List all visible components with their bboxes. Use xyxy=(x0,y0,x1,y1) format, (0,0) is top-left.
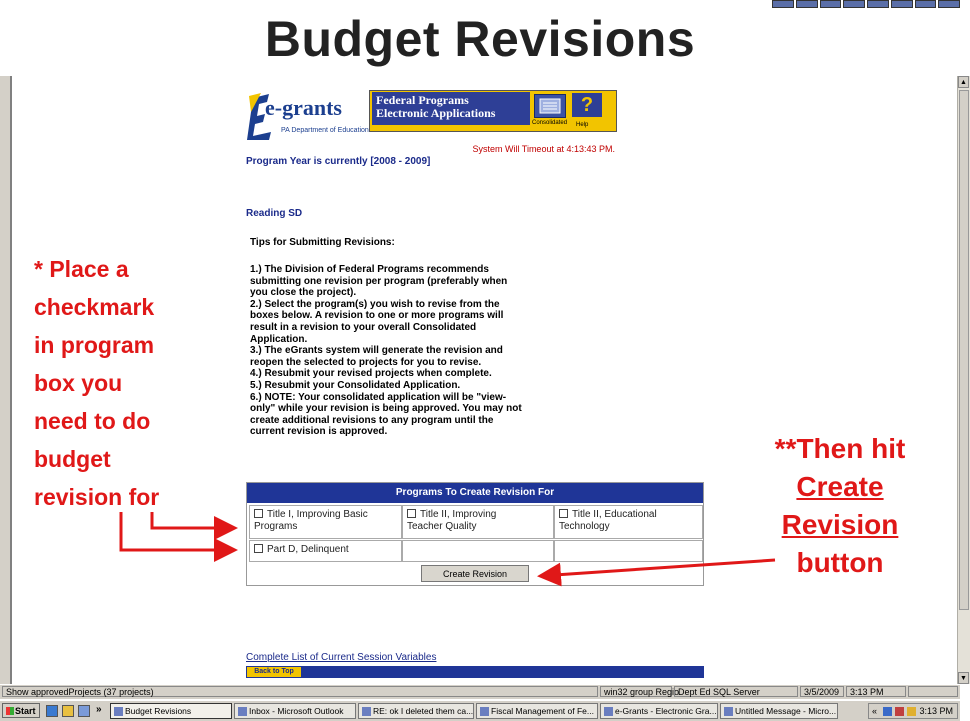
program-cell-title1[interactable] xyxy=(249,505,402,539)
annotation-line: budget xyxy=(34,446,111,472)
annotation-line: checkmark xyxy=(34,294,155,320)
vertical-scrollbar[interactable] xyxy=(957,76,970,684)
toolbar-icon xyxy=(820,0,842,8)
scroll-up-icon[interactable]: ▲ xyxy=(958,76,969,88)
mail-icon xyxy=(362,707,371,716)
tip-line: 1.) The Division of Federal Programs recommends xyxy=(250,264,489,275)
system-tray xyxy=(868,703,958,719)
program-label: Part D, Delinquent xyxy=(267,544,349,555)
help-icon[interactable]: ? xyxy=(572,93,602,117)
annotation-line: **Then hit xyxy=(774,433,906,464)
left-annotation xyxy=(34,250,234,516)
program-label: Title II, Educational xyxy=(572,509,657,520)
tip-line: only" while your revision is being approved. You may not xyxy=(250,403,522,415)
tips-list xyxy=(250,264,590,438)
tip-line: result in a revision to your overall Consolidated xyxy=(250,321,477,333)
status-group: win32 group Regio xyxy=(600,686,672,697)
toolbar-icon xyxy=(891,0,913,8)
top-toolbar-icons xyxy=(772,0,960,8)
folder-icon xyxy=(114,707,123,716)
annotation-line: in program xyxy=(34,332,155,358)
egrants-logo-text: e-grants xyxy=(265,95,342,120)
program-checkbox-title1[interactable] xyxy=(254,509,263,518)
status-date: 3/5/2009 xyxy=(800,686,844,697)
toolbar-icon xyxy=(772,0,794,8)
message-icon xyxy=(724,707,733,716)
empty-cell xyxy=(554,540,703,562)
annotation-line: Revision xyxy=(781,509,899,540)
session-variables-link[interactable]: Complete List of Current Session Variables xyxy=(246,652,437,663)
tip-line: 6.) NOTE: Your consolidated application will be "view- xyxy=(250,391,507,403)
district-name: Reading SD xyxy=(246,208,303,219)
toolbar-icon xyxy=(843,0,865,8)
tip-line: create additional revisions to any program until the xyxy=(250,414,494,426)
tip-line: Application. xyxy=(250,333,308,345)
tips-title: Tips for Submitting Revisions: xyxy=(250,237,395,248)
right-annotation xyxy=(740,430,940,582)
annotation-line: button xyxy=(796,547,884,578)
task-outlook-inbox[interactable]: Inbox - Microsoft Outlook xyxy=(234,703,356,719)
tip-line: 5.) Resubmit your Consolidated Application. xyxy=(250,379,461,391)
consolidated-icon[interactable] xyxy=(534,94,566,118)
toolbar-icon xyxy=(938,0,960,8)
quicklaunch-overflow-icon[interactable]: » xyxy=(96,704,102,715)
task-fiscal-management[interactable]: Fiscal Management of Fe... xyxy=(476,703,598,719)
task-egrants[interactable]: e-Grants - Electronic Gra... xyxy=(600,703,718,719)
tip-line: 4.) Resubmit your revised projects when complete. xyxy=(250,368,492,380)
tray-security-icon[interactable] xyxy=(895,707,904,716)
program-year: Program Year is currently [2008 - 2009] xyxy=(246,156,431,167)
program-cell-title2-tech[interactable] xyxy=(554,505,703,539)
tray-speaker-icon[interactable] xyxy=(907,707,916,716)
status-extra xyxy=(908,686,958,697)
windows-logo-icon xyxy=(6,707,14,715)
outlook-icon xyxy=(238,707,247,716)
annotation-line: * Place a xyxy=(34,256,129,282)
browser-status-bar xyxy=(0,684,960,699)
tip-line: you close the project). xyxy=(250,287,357,299)
annotation-line: Create xyxy=(796,471,884,502)
create-revision-button[interactable]: Create Revision xyxy=(421,565,529,582)
tray-chevron-icon[interactable]: « xyxy=(872,706,878,716)
program-label: Title I, Improving Basic xyxy=(267,509,368,520)
scroll-thumb[interactable] xyxy=(959,90,969,610)
banner-title xyxy=(372,92,530,125)
program-cell-title2-teacher[interactable] xyxy=(402,505,554,539)
start-label: Start xyxy=(15,706,36,716)
task-email-reply[interactable]: RE: ok I deleted them ca... xyxy=(358,703,474,719)
program-label: Teacher Quality xyxy=(407,521,477,532)
quicklaunch-ie-icon[interactable] xyxy=(46,705,58,717)
tip-line: current revision is approved. xyxy=(250,426,388,438)
toolbar-icon xyxy=(867,0,889,8)
program-checkbox-title2-teacher[interactable] xyxy=(407,509,416,518)
task-budget-revisions[interactable]: Budget Revisions xyxy=(110,703,232,719)
annotation-line: need to do xyxy=(34,408,151,434)
program-label: Technology xyxy=(559,521,610,532)
start-button[interactable] xyxy=(2,703,40,718)
consolidated-label: Consolidated xyxy=(532,120,568,126)
tip-line: boxes below. A revision to one or more programs will xyxy=(250,310,504,322)
back-to-top-button[interactable]: Back to Top xyxy=(247,667,301,677)
timeout-notice: System Will Timeout at 4:13:43 PM. xyxy=(472,144,615,154)
tip-line: reopen the selected to projects for you to revise. xyxy=(250,356,482,368)
status-server: Dept Ed SQL Server xyxy=(674,686,798,697)
program-label: Title II, Improving xyxy=(420,509,497,520)
status-message: Show approvedProjects (37 projects) xyxy=(2,686,598,697)
program-checkbox-partd[interactable] xyxy=(254,544,263,553)
back-to-top-bar xyxy=(246,666,704,678)
quicklaunch-outlook-icon[interactable] xyxy=(62,705,74,717)
empty-cell xyxy=(402,540,554,562)
tray-clock[interactable]: 3:13 PM xyxy=(919,706,953,716)
program-checkbox-title2-tech[interactable] xyxy=(559,509,568,518)
banner-line-2: Electronic Applications xyxy=(376,106,496,120)
tip-line: 3.) The eGrants system will generate the revision and xyxy=(250,345,503,357)
programs-table xyxy=(246,482,704,586)
tray-network-icon[interactable] xyxy=(883,707,892,716)
toolbar-icon xyxy=(796,0,818,8)
banner-line-1: Federal Programs xyxy=(376,93,469,107)
scroll-down-icon[interactable]: ▼ xyxy=(958,672,969,684)
programs-table-header: Programs To Create Revision For xyxy=(247,483,703,503)
windows-taskbar xyxy=(0,700,960,721)
tip-line: submitting one revision per program (preferably when xyxy=(250,275,508,287)
pdf-icon xyxy=(480,707,489,716)
document-icon xyxy=(535,95,565,117)
status-time: 3:13 PM xyxy=(846,686,906,697)
task-untitled-message[interactable]: Untitled Message - Micro... xyxy=(720,703,838,719)
toolbar-icon xyxy=(915,0,937,8)
slide-title: Budget Revisions xyxy=(264,11,696,67)
egrants-logo-subtitle: PA Department of Education xyxy=(281,127,369,134)
tip-line: 2.) Select the program(s) you wish to revise from the xyxy=(250,298,500,310)
help-label: Help xyxy=(576,122,589,128)
quicklaunch-desktop-icon[interactable] xyxy=(78,705,90,717)
annotation-line: box you xyxy=(34,370,123,396)
annotation-line: revision for xyxy=(34,484,160,510)
program-label: Programs xyxy=(254,521,298,532)
browser-icon xyxy=(604,707,613,716)
program-cell-partd[interactable] xyxy=(249,540,402,562)
